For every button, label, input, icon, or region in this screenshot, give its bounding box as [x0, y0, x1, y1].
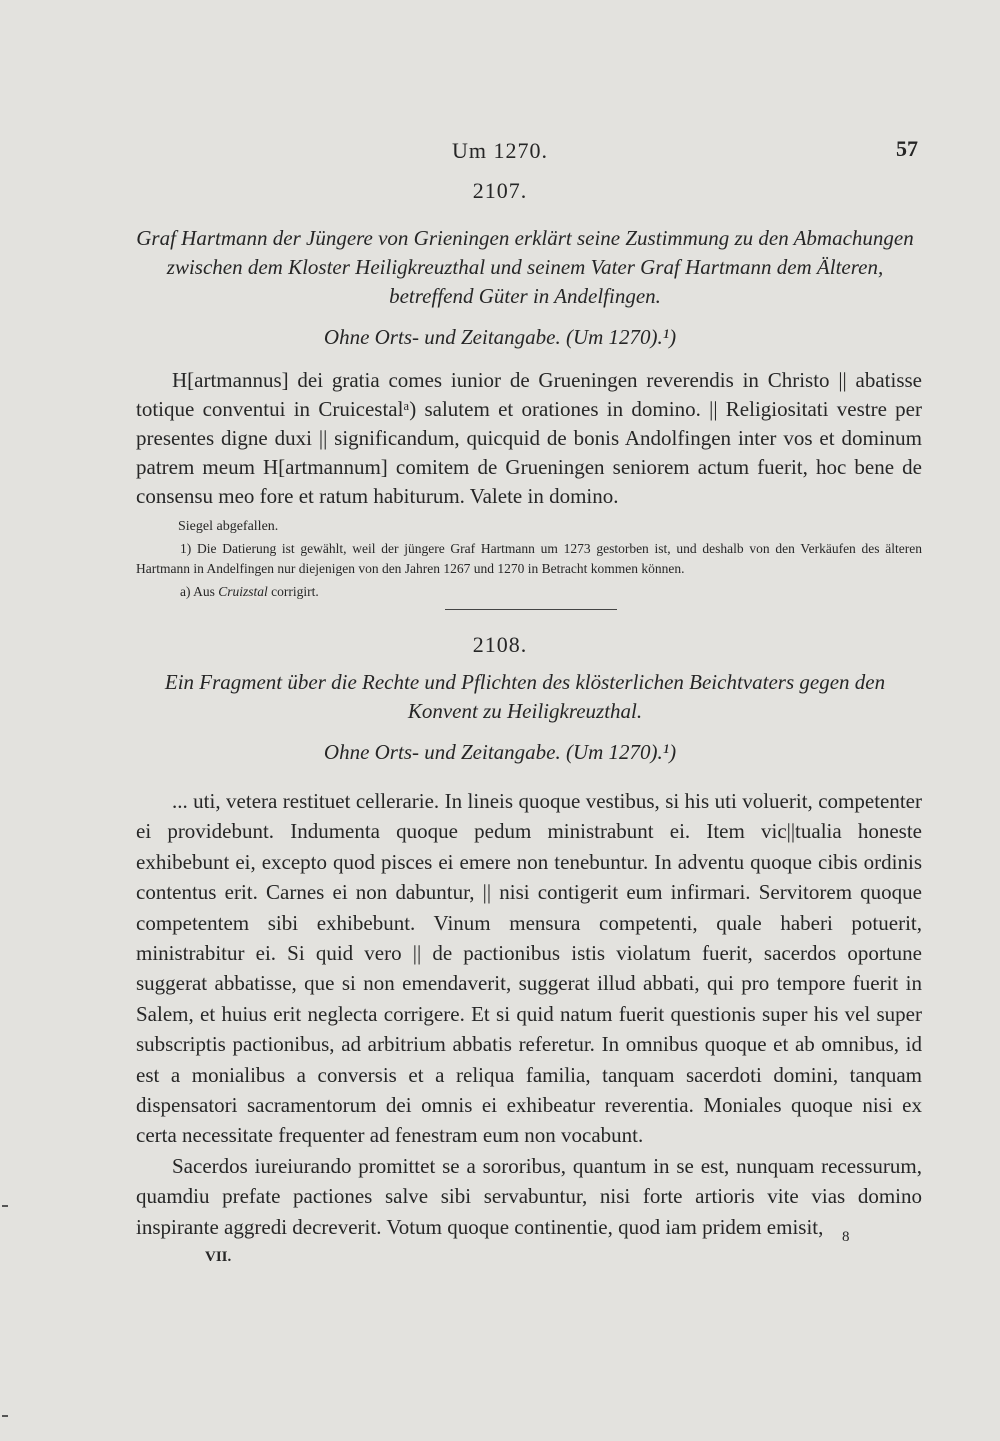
document-number-2107: 2107.: [472, 178, 528, 203]
footnote-a-word: Cruizstal: [218, 584, 268, 599]
document-summary-2108: Ein Fragment über die Rechte und Pflichten des klösterlichen Beichtvaters gegen den Konvent zu Heiligkreuzthal.: [164, 670, 886, 723]
footnote-a-suffix: corrigirt.: [271, 584, 319, 599]
page-number: 57: [896, 136, 918, 161]
document-text-2108: [136, 786, 922, 1242]
quire-number: 8: [842, 1229, 850, 1245]
dateline-2107: Ohne Orts- und Zeitangabe. (Um 1270).¹): [323, 325, 677, 349]
margin-mark: [2, 1205, 8, 1207]
footnote-a-2107: [180, 582, 319, 602]
paragraph-1: ... uti, vetera restituet cellerarie. In lineis quoque vestibus, si his uti voluerit, competenter ei providebunt. Indumenta quoque pedum ministrabunt ei. Item vic||tualia honeste exhibebunt ei, excepto quod pisces ei emere non tenebuntur. In adventu quoque cibis ordinis contentus erit. Carnes ei non dabuntur, || nisi contigerit eum infirmari. Servitorem quoque competentem sibi exhibebunt. Vinum mensura competenti, quale haberi potuerit, ministrabitur ei. Si quid vero || de pactionibus istis violatum fuerit, sacerdos oportune suggerat abbatisse, que si non emendaverit, suggerat illud abbati, qui pro tempore fuerit in Salem, et huius erit neglecta corrigere. Et si quid natum fuerit questionis super his vel super subscriptis pactionibus, ad arbitrium abbatis referetur. In omnibus quoque et ab omnibus, id est a monialibus a conversis et a reliqua familia, tanquam sacerdoti domini, tanquam dispensatori sacramentorum dei omnis ei exhibeatur reverentia. Moniales quoque nisi ex certa necessitate frequenter ad fenestram eum non vocabunt.: [136, 789, 922, 1148]
running-head-title: Um 1270.: [452, 138, 548, 163]
footnote-a-prefix: a) Aus: [180, 584, 215, 599]
section-divider: [445, 609, 617, 610]
document-number-2108: 2108.: [472, 632, 528, 657]
margin-mark: [2, 1415, 8, 1417]
paragraph-2: Sacerdos iureiurando promittet se a sororibus, quantum in se est, nunquam recessurum, quamdiu prefate pactiones salve sibi servabuntur, nisi forte artioris vite vias domino inspirante aggredi decreverit. Votum quoque continentie, quod iam pridem emisit,: [136, 1153, 922, 1239]
running-head: [0, 138, 1000, 168]
paragraph: H[artmannus] dei gratia comes iunior de Grueningen reverendis in Christo || abatisse totique conventui in Cruicestalᵃ) salutem et orationes in domino. || Religiositati vestre per presentes digne duxi || significandum, quicquid de bonis Andolfingen inter vos et dominum patrem meum H[artmannum] comitem de Grueningen seniorem actum fuerit, hoc bene de consensu meo fore et ratum habiturum. Valete in domino.: [136, 368, 922, 508]
dateline-2108: Ohne Orts- und Zeitangabe. (Um 1270).¹): [323, 740, 677, 764]
signature-mark: VII.: [205, 1249, 232, 1265]
footnote-1-2107: 1) Die Datierung ist gewählt, weil der jüngere Graf Hartmann um 1273 gestorben ist, und deshalb von den Verkäufen des älteren Hartmann in Andelfingen nur diejenigen von den Jahren 1267 und 1270 in Betracht kommen können.: [136, 541, 922, 576]
document-summary-2107: Graf Hartmann der Jüngere von Grieningen erklärt seine Zustimmung zu den Abmachungen zwischen dem Kloster Heiligkreuzthal und seinem Vater Graf Hartmann dem Älteren, betreffend Güter in Andelfingen.: [136, 226, 914, 308]
document-text-2107: [136, 366, 922, 511]
seal-note: Siegel abgefallen.: [178, 519, 279, 534]
